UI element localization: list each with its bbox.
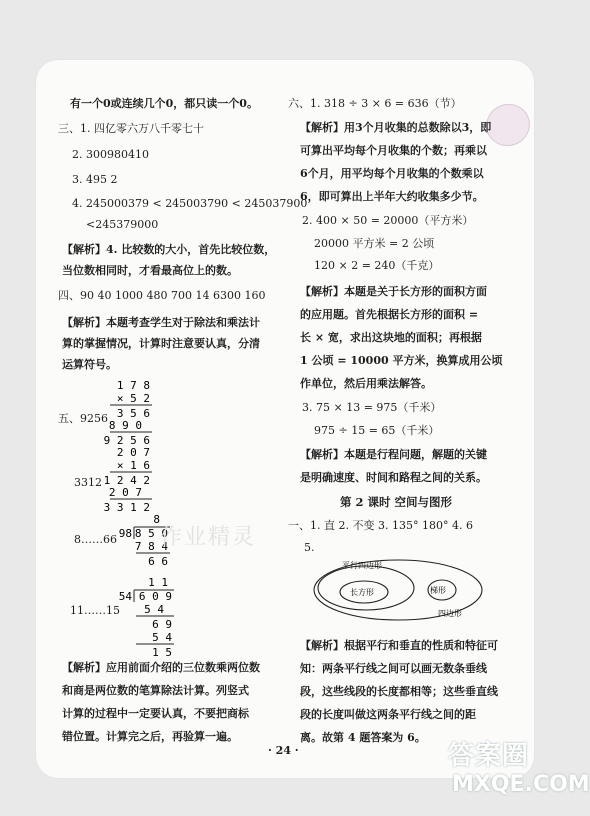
analysis-text: 计算的过程中一定要认真，不要把商标: [62, 707, 249, 720]
diagram-label: 梯形: [430, 586, 446, 595]
analysis-text: 6，即可算出上半年大约收集多少节。: [300, 190, 484, 203]
answer-3-3: 3. 495 2: [72, 173, 118, 186]
calc-digit: × 1 6: [116, 459, 150, 472]
answer-5-1: 五、9256: [58, 412, 108, 425]
calc-digit: 1 2 4 2: [103, 474, 150, 487]
calc-digit: 54: [118, 590, 132, 603]
text-line: 有一个0或连续几个0，都只读一个0。: [70, 97, 258, 110]
analysis-text: 1 公顷 = 10000 平方米，换算成用公顷: [300, 354, 503, 367]
analysis-text: 【解析】应用前面介绍的三位数乘两位数: [62, 661, 260, 674]
calc-digit: 2 0 7: [108, 486, 142, 499]
answer-1: 一、1. 直 2. 不变 3. 135° 180° 4. 6: [288, 519, 473, 532]
calc-digit: 8: [153, 513, 160, 526]
calc-digit: 6 0 9: [138, 590, 172, 603]
brand-watermark: 答案圈: [448, 741, 530, 771]
calc-digit: 5 4: [152, 631, 172, 644]
calc-digit: 5 4: [144, 603, 164, 616]
analysis-text: 和商是两位数的笔算除法计算。列竖式: [62, 684, 249, 697]
calc-digit: 98: [118, 527, 132, 540]
analysis-text: 离。故第 4 题答案为 6。: [300, 731, 426, 744]
analysis-text: 算的掌握情况，计算时注意要认真，分清: [62, 337, 260, 350]
analysis-text: 长 × 宽，求出这块地的面积；再根据: [300, 331, 482, 344]
analysis-text: 的应用题。首先根据长方形的面积 =: [300, 308, 479, 321]
answer-6-2: 2. 400 × 50 = 20000（平方米）: [302, 214, 474, 227]
analysis-text: 当位数相同时，才看最高位上的数。: [62, 264, 238, 277]
answer-3-1: 三、1. 四亿零六万八千零七十: [58, 122, 204, 135]
answer-5-2: 3312: [74, 476, 102, 489]
long-division-2: [112, 574, 182, 672]
answer-6-2-line: 120 × 2 = 240（千克）: [314, 259, 440, 272]
analysis-text: 知：两条平行线之间可以画无数条垂线: [300, 662, 487, 675]
analysis-text: 【解析】本题是行程问题，解题的关键: [300, 448, 487, 461]
diagram-label: 平行四边形: [342, 561, 382, 570]
quadrilateral-diagram: [306, 554, 506, 626]
calc-digit: 1 5: [152, 646, 172, 659]
diagram-label: 长方形: [350, 588, 374, 597]
analysis-text: 段，这些线段的长度都相等；这些垂直线: [300, 685, 498, 698]
answer-3-2: 2. 300980410: [72, 148, 149, 161]
calc-digit: 6 9: [152, 618, 172, 631]
calc-digit: 8 9 0: [108, 419, 142, 432]
answer-6-1: 六、1. 318 ÷ 3 × 6 = 636（节）: [288, 97, 462, 110]
analysis-text: 作单位，然后用乘法解答。: [300, 377, 432, 390]
watermark-text: 作业精灵: [160, 525, 257, 550]
calc-digit: × 5 2: [116, 392, 150, 405]
calc-digit: 2 0 7: [116, 446, 150, 459]
analysis-text: 错位置。计算完之后，再验算一遍。: [62, 730, 238, 743]
analysis-text: 【解析】根据平行和垂直的性质和特征可: [300, 639, 498, 652]
answer-6-2-line: 20000 平方米 = 2 公顷: [314, 237, 435, 250]
answer-5-label: 5.: [304, 541, 315, 554]
answer-5-3: 8……66: [74, 533, 117, 546]
answer-3-4: 4. 245000379 < 245003790 < 245037900: [72, 197, 308, 210]
analysis-text: 是明确速度、时间和路程之间的关系。: [300, 471, 487, 484]
calc-digit: 6 6: [148, 555, 168, 568]
calc-digit: 3 5 6: [116, 407, 150, 420]
analysis-text: 【解析】用3个月收集的总数除以3，即: [300, 121, 492, 134]
brand-watermark-url: MXQE.COM: [452, 772, 590, 797]
answer-6-3-line: 975 ÷ 15 = 65（千米）: [314, 424, 440, 437]
calc-digit: 1 7 8: [116, 379, 150, 392]
analysis-text: 段的长度叫做这两条平行线之间的距: [300, 708, 476, 721]
analysis-text: 运算符号。: [62, 358, 117, 371]
analysis-text: 【解析】本题是关于长方形的面积方面: [300, 285, 487, 298]
analysis-text: 6个月，用平均每个月收集的个数乘以: [300, 167, 484, 180]
diagram-label: 四边形: [438, 609, 462, 618]
calc-digit: 3 3 1 2: [103, 501, 150, 514]
answer-5-4: 11……15: [70, 604, 120, 617]
answer-3-4-cont: <245379000: [86, 218, 159, 231]
answer-4: 四、90 40 1000 480 700 14 6300 160: [58, 289, 266, 302]
lesson-heading: 第 2 课时 空间与图形: [340, 495, 453, 509]
analysis-text: 【解析】本题考查学生对于除法和乘法计: [62, 316, 260, 329]
calc-digit: 7 8 4: [134, 540, 168, 553]
analysis-text: 可算出平均每个月收集的个数；再乘以: [300, 144, 487, 157]
analysis-text: 【解析】4. 比较数的大小，首先比较位数，: [62, 243, 276, 256]
answer-6-3: 3. 75 × 13 = 975（千米）: [302, 401, 442, 414]
calc-digit: 9 2 5 6: [103, 434, 150, 447]
calc-digit: 8 5 0: [134, 527, 168, 540]
calc-digit: 1 1: [148, 576, 168, 589]
page-number: · 24 ·: [268, 744, 299, 757]
